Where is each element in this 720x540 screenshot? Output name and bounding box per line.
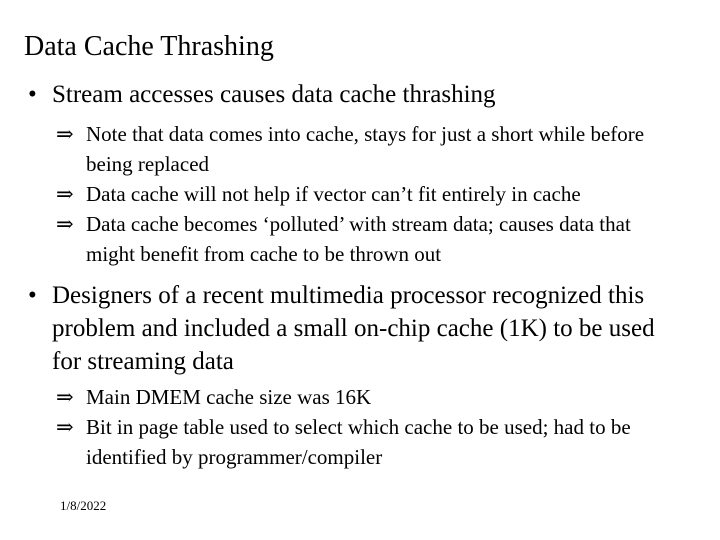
sub-bullet-text: Note that data comes into cache, stays for just a short while before being replaced [86,122,645,176]
sub-bullet-text: Main DMEM cache size was 16K [86,385,372,409]
bullet-dot-icon: • [28,282,37,309]
sub-bullet-item [0,412,720,472]
slide-body [0,72,720,472]
sub-bullet-item [0,209,720,269]
bullet-text: Designers of a recent multimedia processor recognized this problem and included a small on-chip cache (1K) to be used for streaming data [52,282,655,375]
implies-arrow-icon: ⇒ [56,385,74,409]
bullet-dot-icon: • [28,81,37,108]
sub-bullet-item [0,382,720,412]
footer-date: 1/8/2022 [60,498,107,513]
bullet-group-stream-accesses [0,78,720,269]
implies-arrow-icon: ⇒ [56,182,74,206]
sub-bullet-item [0,119,720,179]
sub-bullet-text: Bit in page table used to select which cache to be used; had to be identified by programmer/compiler [86,415,631,469]
bullet-text: Stream accesses causes data cache thrashing [52,81,496,108]
bullet-group-multimedia-processor [0,279,720,472]
implies-arrow-icon: ⇒ [56,415,74,439]
bullet-item [0,279,720,378]
bullet-item [0,78,720,111]
sub-bullet-item [0,179,720,209]
implies-arrow-icon: ⇒ [56,212,74,236]
sub-bullet-text: Data cache becomes ‘polluted’ with stream data; causes data that might benefit from cache to be thrown out [86,212,631,266]
sub-bullet-text: Data cache will not help if vector can’t fit entirely in cache [86,182,581,206]
implies-arrow-icon: ⇒ [56,122,74,146]
slide-title: Data Cache Thrashing [24,31,274,62]
